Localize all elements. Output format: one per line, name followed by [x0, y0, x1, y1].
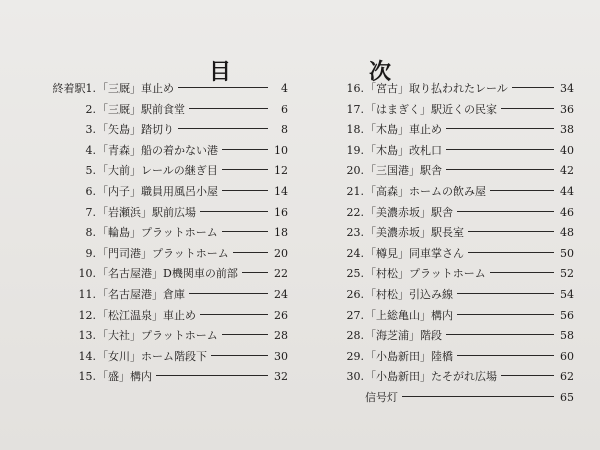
toc-entry-number: 3.: [85, 123, 96, 137]
toc-entry-number: 終着駅1.: [52, 82, 96, 95]
toc-leader-line: [446, 334, 554, 335]
toc-entry-title: 「三厩」駅前食堂: [97, 102, 185, 116]
toc-leader-line: [189, 108, 268, 109]
toc-entry-page: 58: [560, 329, 574, 343]
toc-entry-title: 「美濃赤坂」駅長室: [365, 226, 464, 240]
page-title: 目 次: [208, 58, 449, 85]
toc-entry: [30, 307, 288, 328]
toc-entry-page: 42: [560, 164, 574, 178]
toc-leader-line: [446, 149, 554, 150]
toc-entry: [342, 307, 574, 328]
toc-leader-line: [222, 149, 268, 150]
toc-entry-page: 34: [560, 82, 574, 95]
toc-entry-number: 5.: [85, 164, 96, 178]
toc-entry-number: 2.: [85, 102, 96, 116]
toc-entry: [342, 183, 574, 204]
toc-entry-page: 56: [560, 308, 574, 322]
toc-entry-page: 8: [281, 123, 288, 137]
toc-entry-title: 「青森」船の着かない港: [97, 143, 218, 157]
toc-entry-title: 「名古屋港」D機関車の前部: [97, 267, 238, 281]
toc-entry-title: 「木島」車止め: [365, 123, 442, 137]
toc-entry-title: 「上総亀山」構内: [365, 308, 453, 322]
toc-entry-title: 「村松」引込み線: [365, 287, 453, 301]
toc-leader-line: [468, 252, 554, 253]
toc-leader-line: [446, 169, 554, 170]
toc-entry-title: 「女川」ホーム階段下: [97, 349, 207, 363]
toc-entry-page: 36: [560, 102, 574, 116]
toc-entry: [30, 348, 288, 369]
toc-entry: [30, 224, 288, 245]
toc-entry-number: 14.: [78, 349, 96, 363]
toc-entry-number: 29.: [346, 349, 364, 363]
toc-entry: [30, 286, 288, 307]
toc-leader-line: [501, 108, 554, 109]
toc-entry-page: 38: [560, 123, 574, 137]
toc-entry-title: 「はまぎく」駅近くの民家: [365, 102, 497, 116]
toc-entry-title: 「岩瀬浜」駅前広場: [97, 205, 196, 219]
toc-entry: [30, 265, 288, 286]
toc-leader-line: [457, 314, 554, 315]
toc-entry-number: 23.: [346, 226, 364, 240]
toc-entry-page: 6: [281, 102, 288, 116]
toc-entry-page: 62: [560, 370, 574, 384]
toc-entry-title: 「大社」プラットホーム: [97, 329, 218, 343]
toc-entry: [30, 327, 288, 348]
toc-entry: [30, 162, 288, 183]
toc-entry-number: 13.: [78, 329, 96, 343]
toc-entry-title: 「木島」改札口: [365, 143, 442, 157]
toc-entry-number: 30.: [346, 370, 364, 384]
toc-leader-line: [446, 128, 554, 129]
toc-entry: [30, 80, 288, 101]
toc-leader-line: [242, 272, 268, 273]
toc-entry-title: 「大前」レールの継ぎ目: [97, 164, 218, 178]
toc-entry-page: 48: [560, 226, 574, 240]
toc-leader-line: [156, 375, 268, 376]
toc-entry-title: 「矢島」踏切り: [97, 123, 174, 137]
toc-leader-line: [200, 211, 268, 212]
toc-entry-page: 30: [274, 349, 288, 363]
toc-entry-title: 「門司港」プラットホーム: [97, 246, 229, 260]
toc-leader-line: [457, 211, 554, 212]
toc-entry-number: 25.: [346, 267, 364, 281]
toc-entry-number: 9.: [85, 246, 96, 260]
toc-entry-title: 「高森」ホームの飲み屋: [365, 184, 486, 198]
toc-leader-line: [178, 128, 268, 129]
toc-entry-number: 15.: [78, 370, 96, 384]
toc-entry-number: 7.: [85, 205, 96, 219]
toc-entry-page: 52: [560, 267, 574, 281]
toc-entry-number: 18.: [346, 123, 364, 137]
toc-entry-title: 「輪島」プラットホーム: [97, 226, 218, 240]
toc-entry-number: 22.: [346, 205, 364, 219]
toc-entry-page: 40: [560, 143, 574, 157]
toc-entry-number: 11.: [78, 287, 96, 301]
toc-entry-number: 12.: [78, 308, 96, 322]
toc-entry-title: 「海芝浦」階段: [365, 329, 442, 343]
toc-leader-line: [222, 231, 268, 232]
toc-entry-title: 「名古屋港」倉庫: [97, 287, 185, 301]
toc-entry: [342, 327, 574, 348]
toc-leader-line: [402, 396, 554, 397]
toc-entry-page: 20: [274, 246, 288, 260]
toc-entry-page: 26: [274, 308, 288, 322]
toc-entry: [30, 245, 288, 266]
toc-entry-page: 10: [274, 143, 288, 157]
toc-entry-number: 6.: [85, 184, 96, 198]
toc-leader-line: [211, 355, 268, 356]
toc-leader-line: [457, 293, 554, 294]
toc-entry-page: 16: [274, 205, 288, 219]
toc-entry: [342, 224, 574, 245]
toc-entry-page: 24: [274, 287, 288, 301]
toc-entry-number: 26.: [346, 287, 364, 301]
toc-entry: [30, 183, 288, 204]
toc-entry: [342, 265, 574, 286]
toc-entry: [342, 286, 574, 307]
toc-leader-line: [457, 355, 554, 356]
toc-entry-number: 19.: [346, 143, 364, 157]
toc-leader-line: [233, 252, 268, 253]
toc-entry-title: 「村松」プラットホーム: [365, 267, 486, 281]
toc-entry-title: 「小島新田」陸橋: [365, 349, 453, 363]
toc-entry-title: 「盛」構内: [97, 370, 152, 384]
toc-leader-line: [189, 293, 268, 294]
toc-entry-page: 65: [560, 390, 574, 404]
toc-leader-line: [178, 87, 268, 88]
toc-entry-title: 「内子」職員用風呂小屋: [97, 184, 218, 198]
toc-entry-page: 14: [274, 184, 288, 198]
toc-entry-number: 8.: [85, 226, 96, 240]
toc-leader-line: [222, 169, 268, 170]
toc-entry: [342, 204, 574, 225]
toc-entry: [30, 204, 288, 225]
toc-entry-page: 60: [560, 349, 574, 363]
toc-leader-line: [468, 231, 554, 232]
toc-entry-page: 44: [560, 184, 574, 198]
toc-entry: [342, 245, 574, 266]
toc-entry-title: 「宮古」取り払われたレール: [365, 82, 508, 95]
toc-entry-page: 32: [274, 370, 288, 384]
toc-left-column: [30, 80, 288, 389]
toc-leader-line: [512, 87, 554, 88]
toc-entry-title: 「三国港」駅舎: [365, 164, 442, 178]
toc-entry-number: 10.: [78, 267, 96, 281]
toc-entry: [342, 162, 574, 183]
toc-leader-line: [200, 314, 268, 315]
toc-entry-title: 「樽見」同車掌さん: [365, 246, 464, 260]
toc-entry-page: 54: [560, 287, 574, 301]
toc-entry: [30, 101, 288, 122]
toc-entry-number: 16.: [346, 82, 364, 95]
toc-entry: [342, 121, 574, 142]
toc-entry-number: 27.: [346, 308, 364, 322]
toc-entry-page: 50: [560, 246, 574, 260]
toc-entry-number: 24.: [346, 246, 364, 260]
toc-entry-title: 「松江温泉」車止め: [97, 308, 196, 322]
toc-entry-page: 22: [274, 267, 288, 281]
toc-entry-number: 17.: [346, 102, 364, 116]
toc-entry-number: 4.: [85, 143, 96, 157]
toc-entry: [342, 142, 574, 163]
toc-entry-number: 28.: [346, 329, 364, 343]
toc-entry: [30, 368, 288, 389]
toc-entry-title: 「小島新田」たそがれ広場: [365, 370, 497, 384]
toc-entry-title: 信号灯: [365, 390, 398, 404]
toc-entry-page: 4: [281, 82, 288, 95]
toc-leader-line: [490, 190, 554, 191]
toc-entry-page: 12: [274, 164, 288, 178]
toc-entry-title: 「美濃赤坂」駅舎: [365, 205, 453, 219]
toc-entry-page: 46: [560, 205, 574, 219]
toc-entry: [342, 389, 574, 410]
toc-entry-page: 28: [274, 329, 288, 343]
toc-entry: [30, 121, 288, 142]
toc-leader-line: [490, 272, 554, 273]
toc-right-column: [342, 80, 574, 410]
toc-entry: [342, 348, 574, 369]
toc-entry: [30, 142, 288, 163]
toc-entry-title: 「三厩」車止め: [97, 82, 174, 95]
toc-entry-number: 20.: [346, 164, 364, 178]
toc-leader-line: [222, 334, 268, 335]
toc-leader-line: [222, 190, 268, 191]
toc-entry-page: 18: [274, 226, 288, 240]
toc-entry-number: 21.: [346, 184, 364, 198]
toc-entry: [342, 80, 574, 101]
toc-entry: [342, 101, 574, 122]
toc-leader-line: [501, 375, 554, 376]
toc-entry: [342, 368, 574, 389]
